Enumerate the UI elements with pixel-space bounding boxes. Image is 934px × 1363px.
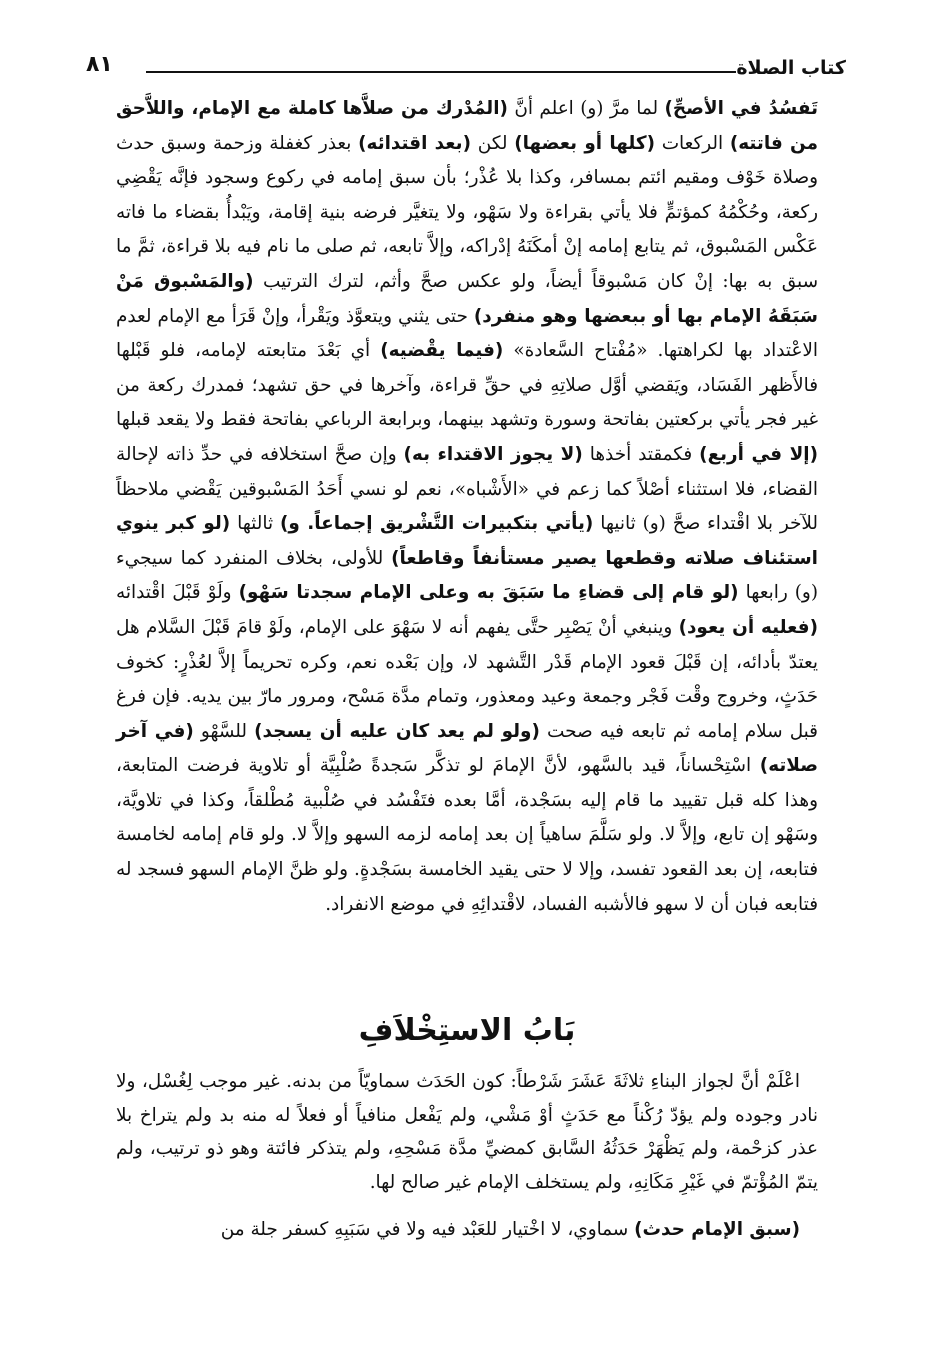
- commentary-segment: أي بَعْدَ متابعته لإمامه، فلو قَبْلها فالأَظهر الفَسَاد، ويَقضي أوَّل صلاتِهِ في حقِّ قراءة، وآخرها في حق تشهد؛ فمدرك ركعة من غير فجر يأتي بركعتين بفاتحة وسورة وتشهد بينهما، وبرابعة الرباعي بفاتحة فقط ولا يقعد قبلها: [116, 340, 818, 431]
- running-head: [86, 44, 846, 84]
- bold-matn-segment: (فيما يقْضيه): [380, 340, 504, 362]
- commentary-segment: ولَوْ قَبْلَ اقْتدائه: [116, 582, 239, 604]
- bold-matn-segment: (والمَسْبوق مَنْ سَبَقَهُ الإمام بها أو ببعضها وهو منفرد): [116, 270, 818, 327]
- bold-matn-segment: تَفسُدُ في الأصحِّ): [664, 98, 818, 119]
- commentary-segment: للأولى، بخلاف المنفرد كما سيجيء (و) رابعها: [116, 547, 818, 604]
- commentary-segment: لما مرَّ (و) اعلم أنَّ: [507, 98, 665, 119]
- bold-matn-segment: (بعد اقتدائه): [358, 132, 471, 154]
- bold-matn-segment: (سبق الإمام حدث): [634, 1219, 800, 1241]
- chapter-paragraph-1: [116, 1065, 818, 1199]
- commentary-segment: الركعات: [655, 132, 730, 154]
- bold-matn-segment: (لو قام إلى قضاءِ ما سَبَقَ به وعلى الإمام سجدتا سَهْو): [238, 582, 739, 604]
- main-paragraph: [116, 92, 818, 922]
- book-title: كتاب الصلاة: [736, 57, 846, 79]
- commentary-segment: اسْتِحْساناً، قيد بالسَّهو، لأنَّ الإمامَ لو تذكَّر سَجدةً صُلْبِيَّة أو تلاوية فرضت المتابعة، وهذا كله قبل تقييد ما قام إليه بسَجْدة، أمَّا بعده فتَفْسُد في صُلْبية مُطْلقاً، وكذا في تلاويَّة، وسَهْو إن تابع، وإلاَّ لا. ولو سَلَّمَ ساهياً إن بعد إمامه لزمه السهو وإلاَّ لا. ولو قام إمامه لخامسة فتابعه، إن بعد القعود تفسد، وإلا لا حتى يقيد الخامسة بسَجْدةٍ. ولو ظنَّ الإمام السهو فسجد له فتابعه فبان أن لا سهو فالأشبه الفساد، لاقْتدائِهِ في موضع الانفراد.: [116, 755, 818, 915]
- chapter-paragraph-2: [116, 1213, 818, 1247]
- bold-matn-segment: (إلا في أربع): [699, 443, 819, 465]
- commentary-segment: حتى يثني ويتعوَّذ ويَقْرأ، وإنْ قَرَأ مع الإمام لعدم الاعْتداد بها لكراهتها. «مُفْتاح السَّعادة»: [116, 305, 819, 362]
- bold-matn-segment: (لو كبر ينوي استئناف صلاته وقطعها يصير مستأنفاً وقاطعاً): [116, 513, 818, 569]
- commentary-segment: للسَّهْو: [193, 720, 255, 742]
- bold-matn-segment: (لا يجوز الاقتداء به): [403, 443, 583, 465]
- commentary-segment: وينبغي أنْ يَصْبِر حتَّى يفهم أنه لا سَهْوَ على الإمام، ولَوْ قامَ قَبْلَ السَّلام هل يعتدّ بأدائه، إن قَبْلَ قعود الإمام قَدْر التَّشهد لا، وإن بَعْده نعم، وكره تحريماً إلاَّ لعُذْرٍ: كخوف حَدَثٍ، وخروج وقْت فَجْر وجمعة وعيد ومعذور، وتمام مدَّة مَسْح، ومرور مارّ بين يديه. فإن فرغ قبل سلام إمامه ثم تابعه فيه صحت: [116, 616, 818, 742]
- bold-matn-segment: (في آخر صلاته): [116, 720, 818, 777]
- bold-matn-segment: (ولو لم يعد كان عليه أن يسجد): [254, 720, 540, 742]
- commentary-segment: فكمقتد أخذها: [582, 443, 700, 465]
- bold-matn-segment: (كلها أو بعضها): [514, 132, 655, 154]
- page-number: ٨١: [86, 52, 113, 77]
- commentary-segment: لكن: [470, 132, 515, 154]
- chapter-title: بَابُ الاستِخْلاَفِ: [358, 1013, 576, 1048]
- commentary-segment: بعذر كغفلة وزحمة وسبق حدث وصلاة خَوْف ومقيم ائتم بمسافر، وكذا بلا عُذْر؛ بأن سبق إمامه في ركوع وسجود فإنَّه يَقْضِي ركعة، وحُكْمُهُ كمؤتمٍّ فلا يأتي بقراءة ولا سَهْو، ولا يتغيَّر فرضه بنية إقامة، ويَبْدأُ بقضاء ما فاته عَكْس المَسْبوق، ثم يتابع إمامه إنْ أمكَنَهُ إدْراكه، وإلاَّ تابعه، ثم صلى ما نام فيه بلا قراءة، ثمَّ ما سبق به بها: إنْ كان مَسْبوقاً أيضاً، ولو عكس صحَّ وأثم، لترك الترتيب: [116, 132, 818, 292]
- bold-matn-segment: (يأتي بتكبيرات التَّشْريق إجماعاً. و): [279, 513, 594, 535]
- commentary-segment: ثالثها: [230, 513, 280, 535]
- bold-matn-segment: (فعليه أن يعود): [678, 616, 818, 638]
- commentary-segment: وإن صحَّ استخلافه في حدِّ ذاته لإحالة القضاء، فلا استثناء أصْلاً كما زعم في «الأَشْباه»، نعم لو نسي أَحَدُ المَسْبوقين يَقْضي ملاحظاً للآخر بلا اقْتداء صحَّ (و) ثانيها: [116, 443, 818, 535]
- main-text: [116, 92, 818, 922]
- header-rule: [146, 71, 736, 73]
- bold-matn-segment: (المُدْرك من صلاَّها كاملة مع الإمام، واللاَّحق من فاتته): [116, 98, 818, 154]
- commentary-segment: سماوي، لا اخْتيار للعَبْد فيه ولا في سَبَبِهِ كسفر جلة من: [220, 1219, 635, 1241]
- chapter-text: [116, 1065, 818, 1261]
- commentary-segment: اعْلَمْ أنَّ لجواز البناءِ ثلاثَةَ عَشَرَ شَرْطاً: كون الحَدَث سماويّاً من بدنه. غير موجب لِغُسْل، ولا نادر وجوده ولم يؤدّ رُكْناً مع حَدَثٍ أوْ مَشْي، ولم يَفْعل منافياً أو فعلاً له منه بد ولم يتراخ بلا عذر كزحْمة، ولم يَظْهَرْ حَدَثُهُ السَّابق كمضيِّ مدَّة مَسْحِهِ، ولم يتذكر فائتة وهو ذو ترتيب، ولم يتمّ المُؤْتمّ في غَيْرِ مَكَانِهِ، ولم يستخلف الإمام غير صالح لها.: [116, 1071, 818, 1193]
